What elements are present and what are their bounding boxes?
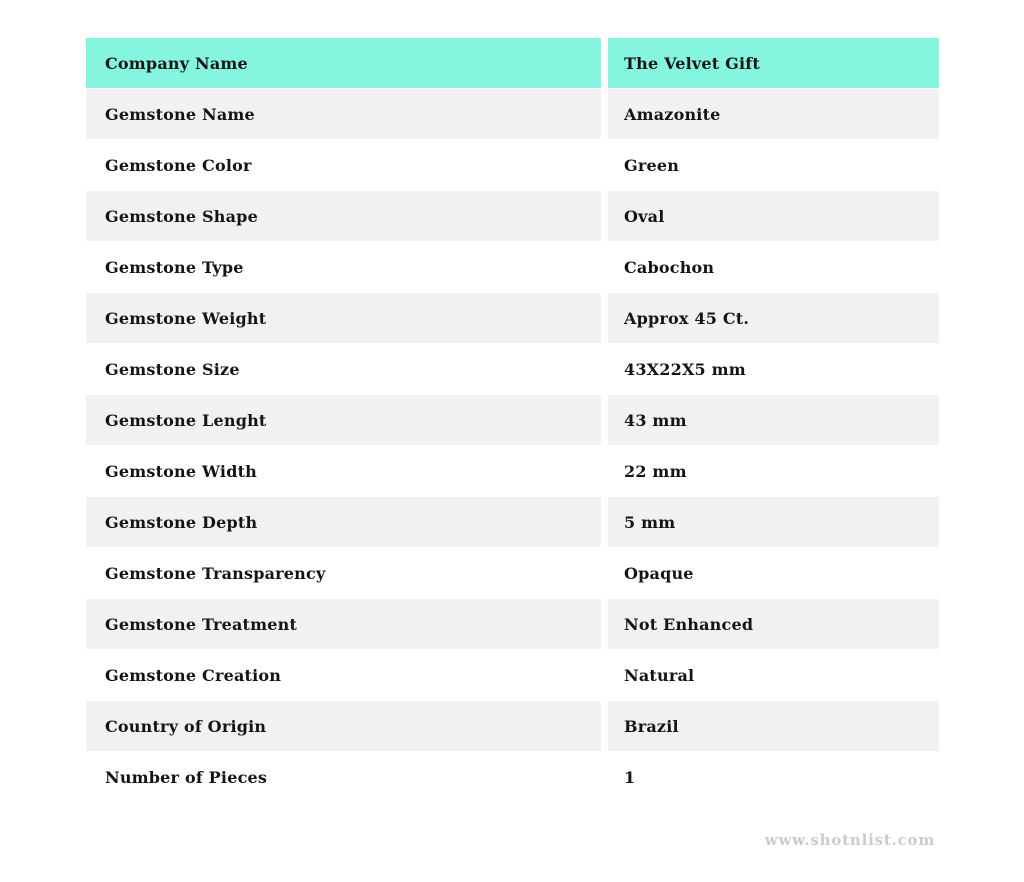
- row-label: Gemstone Treatment: [86, 599, 601, 649]
- row-label: Gemstone Color: [86, 140, 601, 190]
- row-label: Country of Origin: [86, 701, 601, 751]
- row-label: Number of Pieces: [86, 752, 601, 802]
- row-value: Brazil: [608, 701, 939, 751]
- row-label: Gemstone Size: [86, 344, 601, 394]
- row-label: Gemstone Shape: [86, 191, 601, 241]
- table-row: [86, 752, 939, 802]
- row-value: Amazonite: [608, 89, 939, 139]
- row-value: 1: [608, 752, 939, 802]
- table-row: [86, 140, 939, 190]
- table-row: [86, 191, 939, 241]
- row-label: Gemstone Lenght: [86, 395, 601, 445]
- row-value: Approx 45 Ct.: [608, 293, 939, 343]
- table-row: [86, 497, 939, 547]
- row-label: Gemstone Depth: [86, 497, 601, 547]
- table-row: [86, 38, 939, 88]
- table-row: [86, 701, 939, 751]
- row-value: Oval: [608, 191, 939, 241]
- row-value: Green: [608, 140, 939, 190]
- row-label: Gemstone Type: [86, 242, 601, 292]
- watermark-text: www.shotnlist.com: [764, 831, 935, 849]
- table-row: [86, 548, 939, 598]
- row-label: Gemstone Name: [86, 89, 601, 139]
- row-value: 22 mm: [608, 446, 939, 496]
- row-label: Gemstone Transparency: [86, 548, 601, 598]
- row-value: Not Enhanced: [608, 599, 939, 649]
- gemstone-spec-table: [86, 38, 939, 803]
- row-value: 5 mm: [608, 497, 939, 547]
- row-value: Cabochon: [608, 242, 939, 292]
- row-value: Natural: [608, 650, 939, 700]
- table-row: [86, 344, 939, 394]
- table-row: [86, 599, 939, 649]
- table-row: [86, 446, 939, 496]
- row-value: 43X22X5 mm: [608, 344, 939, 394]
- row-label: Gemstone Weight: [86, 293, 601, 343]
- row-label: Gemstone Creation: [86, 650, 601, 700]
- table-row: [86, 293, 939, 343]
- table-row: [86, 395, 939, 445]
- table-row: [86, 242, 939, 292]
- row-value: 43 mm: [608, 395, 939, 445]
- row-label: Company Name: [86, 38, 601, 88]
- row-value: The Velvet Gift: [608, 38, 939, 88]
- table-row: [86, 650, 939, 700]
- table-row: [86, 89, 939, 139]
- row-value: Opaque: [608, 548, 939, 598]
- row-label: Gemstone Width: [86, 446, 601, 496]
